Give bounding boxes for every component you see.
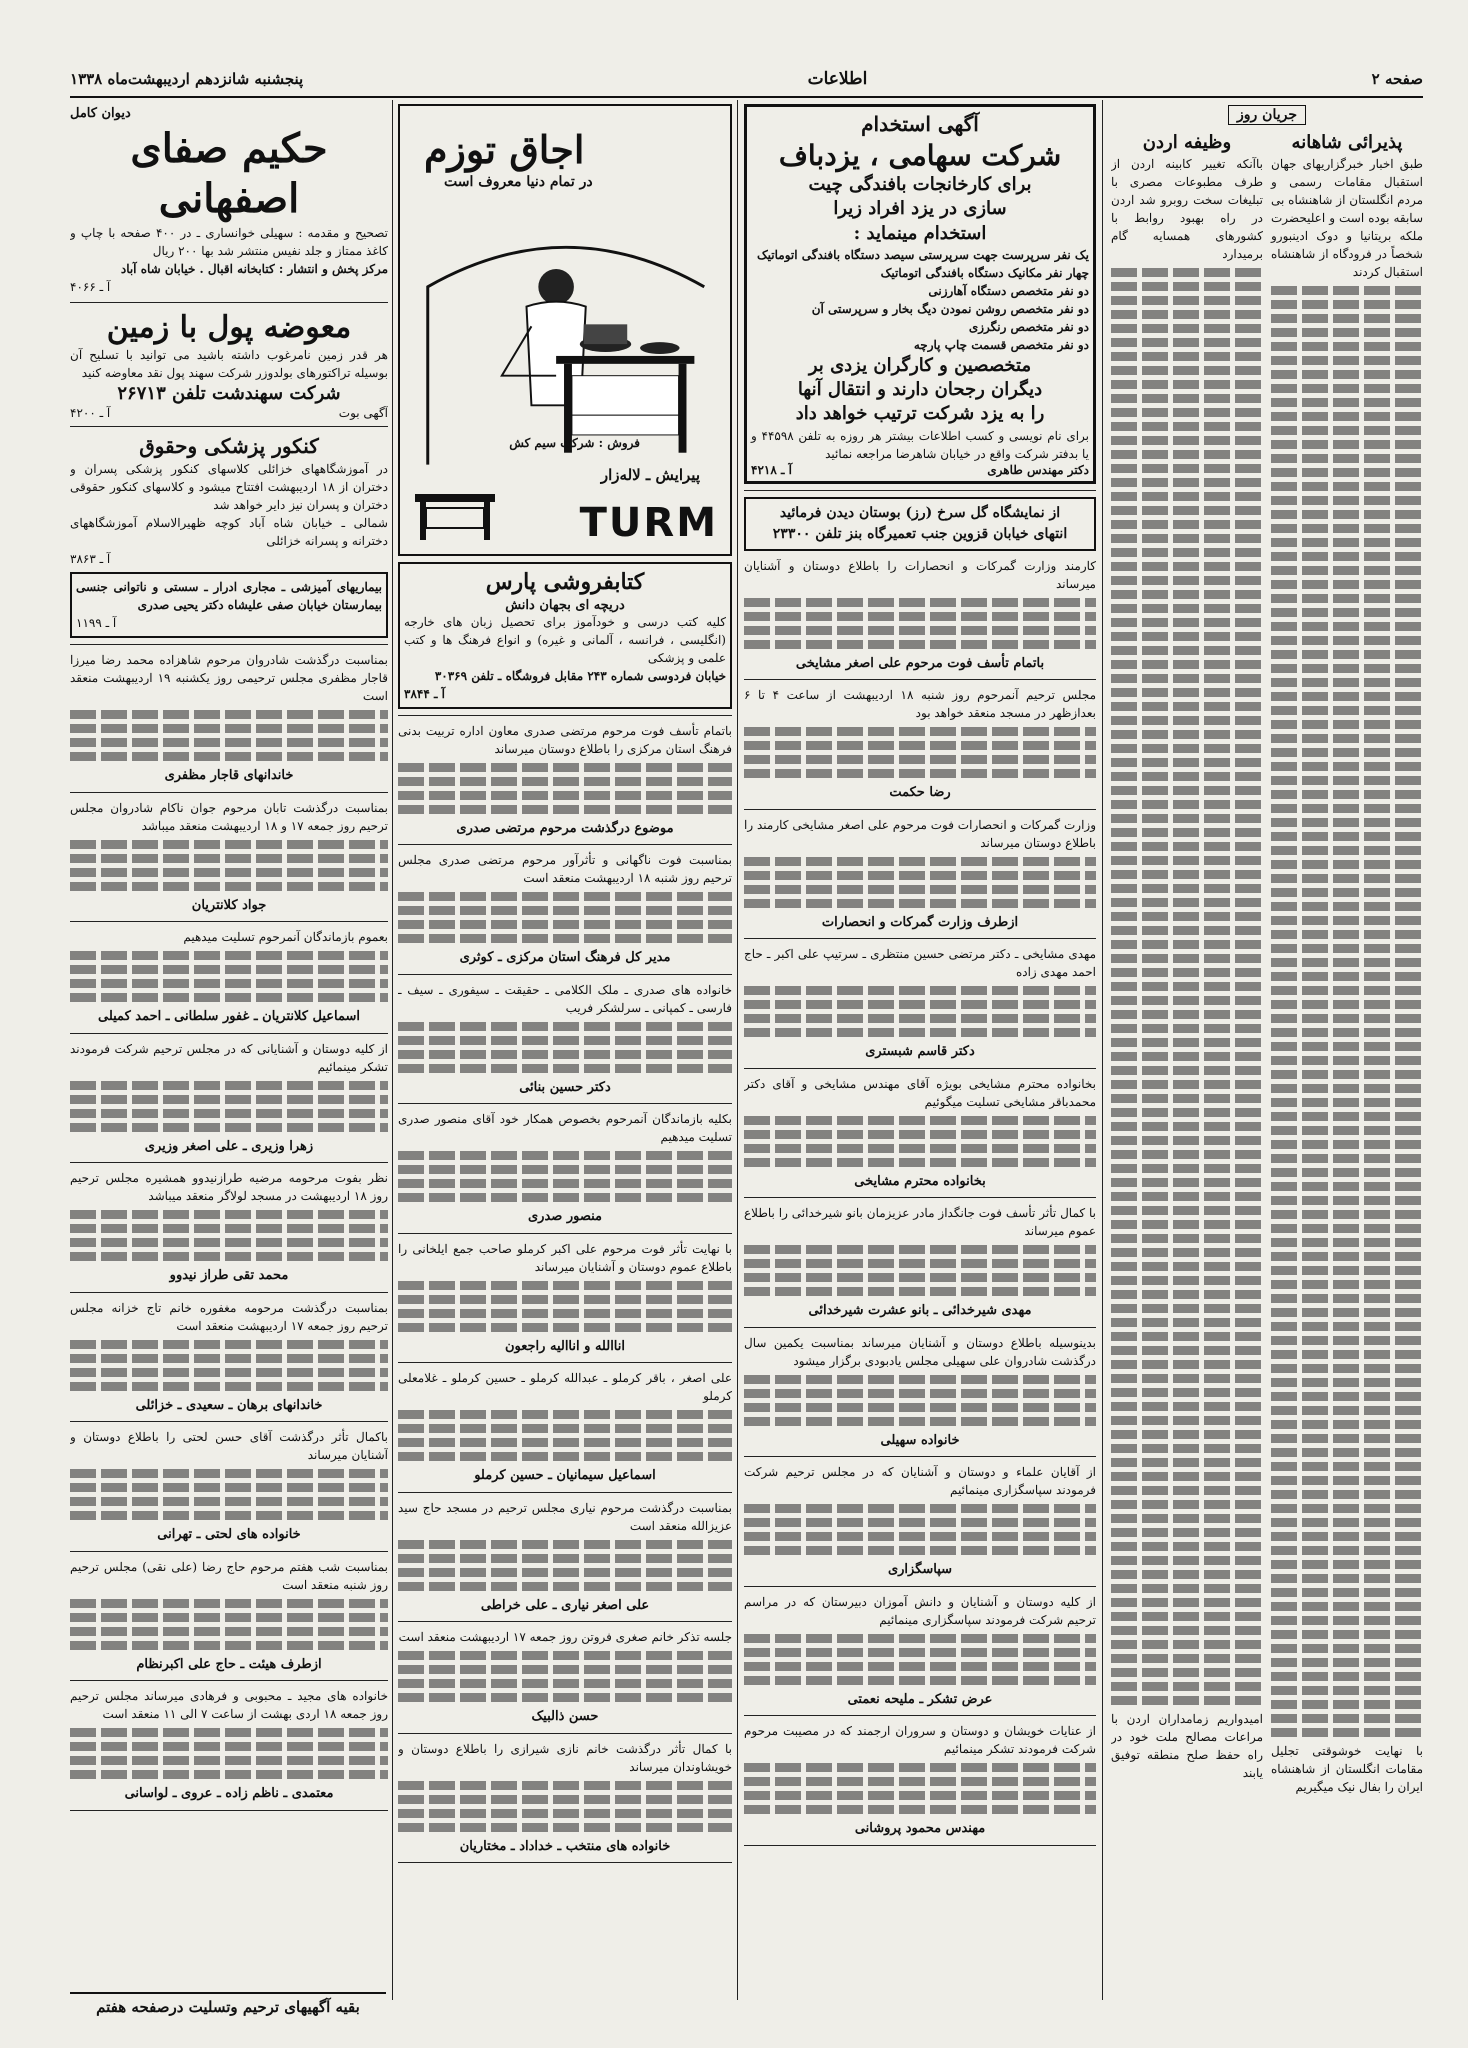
- company-name: شرکت سهامی ، یزدباف: [778, 139, 1062, 172]
- article-closing: امیدواریم زمامداران اردن با مراعات مصالح ملت خود در راه حفظ صلح منطقه توفیق یابند: [1111, 1712, 1263, 1781]
- bookstore-address: خیابان فردوسی شماره ۲۴۳ مقابل فروشگاه ـ تلفن ۳۰۳۶۹: [434, 668, 726, 683]
- notice-text: خانواده های مجید ـ محبوبی و فرهادی میرساند مجلس ترحیم روز جمعه ۱۸ اردی بهشت از ساعت ۷ الی ۱۱ منعقد است: [70, 1689, 388, 1722]
- notice-title: عرض تشکر ـ مليحه نعمتی: [847, 1691, 993, 1707]
- ad-line: متخصصین و کارگران یزدی بر: [808, 354, 1032, 376]
- notice: [70, 928, 388, 1034]
- divan-details: تصحیح و مقدمه : سهیلی خوانساری ـ در ۴۰۰ صفحه با چاپ و کاغذ ممتاز و جلد نفیس منتشر شد بها ۲۰۰ ریال: [70, 225, 388, 258]
- notice: [70, 1558, 388, 1682]
- notice-title: جواد کلانتریان: [191, 897, 267, 913]
- notice-title: زهرا وزیری ـ علی اصغر وزیری: [144, 1138, 314, 1154]
- notice-title: ازطرف هیئت ـ حاج علی اکبرنظام: [136, 1656, 322, 1672]
- notice: [70, 1299, 388, 1423]
- article-lead: باآنکه تغییر کابینه اردن از طرف مطبوعات مصری با تبلیغات سخت روبرو شد اردن در راه بهبود روابط با کشورهای همسایه گام برمیدارد: [1111, 157, 1263, 262]
- article-title: پذیرائی شاهانه: [1291, 132, 1403, 153]
- position-item: دو نفر متخصص دستگاه آهارزنی: [928, 283, 1089, 298]
- stove-brand-latin: TURM: [579, 500, 718, 546]
- notice-title: دکتر قاسم شبستری: [865, 1044, 975, 1060]
- notice: [70, 1169, 388, 1293]
- clinic-code: آ ـ ۱۱۹۹: [76, 616, 117, 631]
- notice: [70, 799, 388, 923]
- notice-title: خانواده های لحتی ـ تهرانی: [157, 1527, 301, 1543]
- notice-title: مدیر کل فرهنگ استان مرکزی ـ کوثری: [459, 950, 671, 966]
- notice-text: وزارت گمرکات و انحصارات فوت مرحوم علی اصغر مشایخی کارمند را باطلاع دوستان میرساند: [744, 817, 1096, 850]
- notice-text: جلسه تذکر خانم صغری فروتن روز جمعه ۱۷ اردیبهشت منعقد است: [398, 1630, 732, 1645]
- notice: [398, 1240, 732, 1364]
- stove-ad: [398, 104, 732, 556]
- divan-title: حکیم صفای اصفهانی: [130, 124, 328, 222]
- notice-text: با کمال تأثر درگذشت خانم نازی شیرازی را باطلاع دوستان و خویشاوندان میرساند: [398, 1741, 732, 1774]
- notice-text: باکمال تأثر درگذشت آقای حسن لحتی را باطلاع دوستان و آشنایان میرساند: [70, 1430, 388, 1463]
- stove-seller: فروش : شرکت سیم کش: [509, 436, 640, 450]
- footer-note: بقیه آگهیهای ترحیم وتسلیت درصفحه هفتم: [70, 1992, 386, 2016]
- ad-signature: دکتر مهندس طاهری: [987, 462, 1089, 477]
- divan-distributor: مرکز پخش و انتشار : کتابخانه اقبال . خیابان شاه آباد: [120, 261, 388, 276]
- clinic-body: بیماریهای آمیزشی ـ مجاری ادرار ـ سستی و ناتوانی جنسی بیمارستان خیابان صفی علیشاه دکتر یحیی صدری: [76, 580, 382, 613]
- notice: [398, 1740, 732, 1864]
- position-item: یک نفر سرپرست جهت سرپرستی سیصد دستگاه بافندگی اتوماتیک: [756, 247, 1089, 262]
- notice-title: خانواده های منتخب ـ خداداد ـ مختاریان: [459, 1838, 671, 1854]
- employment-heading: آگهی استخدام: [861, 112, 979, 136]
- notice: [70, 1040, 388, 1164]
- ad-code: آ ـ ۴۲۱۸: [751, 462, 792, 477]
- notice-title: مهندس محمود پروشانی: [854, 1821, 986, 1837]
- ad-line: دیگران رجحان دارند و انتقال آنها: [797, 379, 1043, 401]
- notice-text: بمناسبت درگذشت مرحومه مغفوره خانم تاج خزانه مجلس ترحیم روز جمعه ۱۷ اردیبهشت منعقد است: [70, 1300, 388, 1333]
- flower-show-box: [744, 497, 1096, 551]
- notice-title: اسماعیل سیمانیان ـ حسین کرملو: [474, 1468, 656, 1484]
- position-item: چهار نفر مکانیک دستگاه بافندگی اتوماتیک: [880, 265, 1089, 280]
- notice-title: محمد تقی طراز نیدوو: [169, 1268, 289, 1284]
- notice: [398, 1369, 732, 1493]
- loan-ad: [70, 309, 388, 421]
- divan-kicker: دیوان کامل: [70, 106, 131, 121]
- notice: [744, 557, 1096, 681]
- notice-title: دکتر حسین بنائی: [519, 1079, 611, 1095]
- notice: [398, 851, 732, 975]
- middle-column: [398, 104, 732, 1994]
- notice: [744, 686, 1096, 810]
- exam-ad: [70, 433, 388, 568]
- notice: [744, 1334, 1096, 1458]
- article-royal-reception: [1271, 131, 1423, 1796]
- employment-ad: [744, 104, 1096, 484]
- ad-line: برای کارخانجات بافندگی چیت: [808, 174, 1032, 195]
- notice-text: از آقایان علماء و دوستان و آشنایان که در مجلس ترحیم شرکت فرمودند سپاسگزاری مینمائیم: [744, 1465, 1096, 1498]
- ad-contact: برای نام نویسی و کسب اطلاعات بیشتر هر روزه به تلفن ۴۴۵۹۸ و یا بدفتر شرکت واقع در خیابان شاهرضا مراجعه نمائید: [751, 428, 1090, 461]
- center-notices: [744, 497, 1096, 1846]
- notice-text: از کلیه دوستان و آشنایان و دانش آموزان دبیرستان که در مراسم ترحیم شرکت فرمودند سپاسگزاری مینمائیم: [744, 1594, 1096, 1627]
- clinic-ad: [70, 572, 388, 638]
- exam-title: کنکور پزشکی وحقوق: [139, 434, 319, 459]
- notice-title: خاندانهای قاجار مظفری: [164, 768, 294, 784]
- loan-code: آ ـ ۴۲۰۰: [70, 406, 111, 421]
- ad-line: سازی در یزد افراد زیرا: [833, 198, 1007, 220]
- loan-agency: آگهی بوت: [338, 406, 388, 421]
- stove-small-icon: [410, 484, 500, 544]
- notice-text: بمناسبت درگذشت مرحوم نیاری مجلس ترحیم در مسجد حاج سید عزیزالله منعقد است: [398, 1500, 732, 1533]
- notice: [398, 981, 732, 1105]
- ad-line: استخدام مینماید :: [853, 222, 987, 244]
- divan-code: آ ـ ۴۰۶۶: [70, 279, 111, 294]
- notice-title: سپاسگزاری: [887, 1562, 953, 1578]
- notice-title: باتمام تأسف فوت مرحوم علی اصغر مشایخی: [795, 655, 1045, 671]
- bookstore-ad: [398, 562, 732, 709]
- issue-date: پنجشنبه شانزدهم اردیبهشت‌ماه ۱۳۳۸: [70, 70, 304, 88]
- page-number: صفحه ۲: [1371, 70, 1423, 88]
- page-header: [70, 62, 1423, 98]
- paper-name: اطلاعات: [807, 69, 868, 89]
- notice-text: باتمام تأسف فوت مرحوم مرتضی صدری معاون اداره تربیت بدنی فرهنگ استان مرکزی را باطلاع دوستان میرساند: [398, 723, 732, 756]
- notice-title: خانواده سهیلی: [880, 1432, 960, 1448]
- notice: [398, 1110, 732, 1234]
- ad-line: را به یزد شرکت ترتیب خواهد داد: [795, 403, 1045, 425]
- notice-text: بعموم بازماندگان آنمرحوم تسلیت میدهیم: [183, 930, 388, 945]
- notice: [744, 945, 1096, 1069]
- notice: [744, 1593, 1096, 1717]
- notice-text: مجلس ترحیم آنمرحوم روز شنبه ۱۸ اردیبهشت از ساعت ۴ تا ۶ بعدازظهر در مسجد منعقد خواهد بود: [744, 688, 1096, 721]
- notice-title: اناالله و اناالیه راجعون: [504, 1338, 625, 1354]
- article-jordan-duty: [1111, 131, 1263, 1796]
- notice-text: از عنایات خویشان و دوستان و سروران ارجمند که در مصیبت مرحوم شرکت فرمودند تشکر مینمائیم: [744, 1724, 1096, 1757]
- notice-text: خانواده های صدری ـ ملک الکلامی ـ حقیقت ـ سیفوری ـ سیف ـ فارسی ـ کمپانی ـ سرلشکر فریب: [398, 982, 732, 1015]
- column-rule: [392, 100, 393, 2000]
- bookstore-title: کتابفروشی پارس: [485, 569, 645, 595]
- notice-text: بمناسبت شب هفتم مرحوم حاج رضا (علی نقی) مجلس ترحیم روز شنبه منعقد است: [70, 1559, 388, 1592]
- stove-brand: اجاق توزم: [424, 127, 585, 172]
- notice: [70, 1687, 388, 1811]
- notice-text: کارمند وزارت گمرکات و انحصارات را باطلاع دوستان و آشنایان میرساند: [744, 558, 1096, 591]
- article-closing: با نهایت خوشوقتی تجلیل مقامات انگلستان از شاهنشاه ایران را بفال نیک میگیریم: [1271, 1744, 1423, 1795]
- stove-slogan: در تمام دنیا معروف است: [444, 173, 593, 190]
- divan-ad: [70, 104, 388, 296]
- notice-title: موضوع درگذشت مرحوم مرتضی صدری: [456, 820, 674, 836]
- loan-company: شرکت سهندشت تلفن ۲۶۷۱۳: [117, 383, 341, 404]
- notice-text: بمناسبت فوت ناگهانی و تأثرآور مرحوم مرتضی صدری مجلس ترحیم روز شنبه ۱۸ اردیبهشت منعقد است: [398, 853, 732, 886]
- bookstore-tagline: دریچه ای بجهان دانش: [505, 597, 625, 613]
- bookstore-body: کلیه کتب درسی و خودآموز برای تحصیل زبان های خارجه (انگلیسی ، فرانسه ، آلمانی و غیره) و انواع فرهنگ ها و کتب علمی و پزشکی: [404, 614, 726, 665]
- notice: [744, 1204, 1096, 1328]
- notice-text: علی اصغر ، باقر کرملو ـ عبدالله کرملو ـ حسین کرملو ـ غلامعلی کرملو: [398, 1371, 732, 1404]
- loan-title: معوضه پول با زمین: [106, 309, 352, 345]
- notice-title: ازطرف وزارت گمرکات و انحصارات: [821, 914, 1019, 930]
- notice-text: بخانواده محترم مشایخی بویژه آقای مهندس مشایخی و آقای دکتر محمدباقر مشایخی تسلیت میگوئیم: [744, 1076, 1096, 1109]
- bookstore-code: آ ـ ۳۸۴۴: [404, 686, 445, 701]
- mid-notices: [398, 722, 732, 1864]
- notice: [70, 1428, 388, 1552]
- editorial-column: [1111, 104, 1423, 1994]
- notice-text: با نهایت تأثر فوت مرحوم علی اکبر کرملو صاحب جمع ایلخانی را باطلاع عموم دوستان و آشنایان میرساند: [398, 1241, 732, 1274]
- notice: [398, 1499, 732, 1623]
- notice-title: معتمدی ـ ناظم زاده ـ عروی ـ لواسانی: [124, 1786, 334, 1802]
- notice-text: بکلیه بازماندگان آنمرحوم بخصوص همکار خود آقای منصور صدری تسلیت میدهیم: [398, 1112, 732, 1145]
- flower-show-line: از نمایشگاه گل سرخ (رز) بوستان دیدن فرمائید: [779, 504, 1061, 521]
- notice: [744, 1075, 1096, 1199]
- notice-title: علی اصغر نیاری ـ علی خراطی: [480, 1597, 650, 1613]
- notice-title: منصور صدری: [528, 1209, 602, 1225]
- center-column: [744, 104, 1096, 1994]
- article-title: وظیفه اردن: [1142, 132, 1232, 153]
- notice: [398, 1628, 732, 1734]
- notice-text: بمناسبت درگذشت شادروان مرحوم شاهزاده محمد رضا میرزا قاجار مظفری مجلس ترحیمی روز یکشنبه ۱۹ اردیبهشت منعقد است: [70, 653, 388, 704]
- notice-title: خاندانهای برهان ـ سعیدی ـ خزائلی: [135, 1397, 323, 1413]
- notice: [744, 816, 1096, 940]
- column-rule: [1102, 100, 1103, 2000]
- notice-text: نظر بفوت مرحومه مرضیه طرازنیدوو همشیره مجلس ترحیم روز ۱۸ اردیبهشت در مسجد لولاگر منعقد میباشد: [70, 1171, 388, 1204]
- notice: [744, 1722, 1096, 1846]
- position-item: دو نفر متخصص روشن نمودن دیگ بخار و سرپرستی آن: [811, 301, 1089, 316]
- flower-show-line: انتهای خیابان قزوین جنب تعمیرگاه بنز تلفن ۲۳۳۰۰: [772, 525, 1068, 542]
- section-tag: جریان روز: [1228, 105, 1306, 125]
- notice-text: با کمال تأثر تأسف فوت جانگداز مادر عزیزمان بانو شیرخدائی را باطلاع عموم میرساند: [744, 1206, 1096, 1239]
- loan-body: هر قدر زمین نامرغوب داشته باشید می توانید با تسلیح آن بوسیله تراکتورهای بولدوزر شرکت سهند پول نقد معاوضه کنید: [70, 348, 388, 380]
- exam-code: آ ـ ۳۸۶۳: [70, 552, 111, 567]
- exam-body: در آموزشگاههای خزائلی کلاسهای کنکور پزشکی پسران و دختران از ۱۸ اردیبهشت افتتاح میشود و کلاسهای کنکور حقوقی دختران و پسران نیز دایر خواهد شد: [70, 462, 388, 513]
- notice-text: بمناسبت درگذشت تابان مرحوم جوان ناکام شادروان مجلس ترحیم روز جمعه ۱۷ و ۱۸ اردیبهشت منعقد میباشد: [70, 800, 388, 833]
- notice-text: مهدی مشایخی ـ دکتر مرتضی حسین منتظری ـ سرتیپ علی اکبر ـ حاج احمد مهدی زاده: [744, 947, 1096, 980]
- notice-text: بدینوسیله باطلاع دوستان و آشنایان میرساند بمناسبت یکمین سال درگذشت شادروان علی سهیلی مجلس یادبودی برگزار میشود: [744, 1335, 1096, 1368]
- notice: [70, 651, 388, 793]
- notice-title: مهدی شیرخدائی ـ بانو عشرت شیرخدائی: [808, 1303, 1032, 1319]
- left-column: [70, 104, 388, 1994]
- notice-title: رضا حکمت: [889, 785, 951, 801]
- notice: [398, 722, 732, 846]
- article-lead: طبق اخبار خبرگزاریهای جهان استقبال مقامات رسمی و مردم انگلستان از شاهنشاه بی سابقه بوده است و اعلیحضرت ملکه بریتانیا و دوک ادینبورو شخصاً در فرودگاه از شاهنشاه استقبال کردند: [1271, 157, 1423, 280]
- position-item: دو نفر متخصص قسمت چاپ پارچه: [913, 337, 1089, 352]
- left-notices: [70, 651, 388, 1811]
- exam-address: شمالی ـ خیابان شاه آباد کوچه ظهیرالاسلام آموزشگاههای دخترانه و پسرانه خزائلی: [70, 516, 388, 549]
- notice: [744, 1463, 1096, 1587]
- notice-title: حسن ذالبیک: [531, 1709, 599, 1725]
- notice-title: اسماعیل کلانتریان ـ غفور سلطانی ـ احمد کمیلی: [98, 1009, 360, 1025]
- column-rule: [737, 100, 738, 2000]
- notice-text: از کلیه دوستان و آشنایانی که در مجلس ترحیم شرکت فرمودند تشکر مینمائیم: [70, 1041, 388, 1074]
- stove-store: پیرایش ـ لاله‌زار: [600, 466, 700, 484]
- position-item: دو نفر متخصص رنگرزی: [968, 319, 1089, 334]
- notice-title: بخانواده محترم مشایخی: [854, 1173, 986, 1189]
